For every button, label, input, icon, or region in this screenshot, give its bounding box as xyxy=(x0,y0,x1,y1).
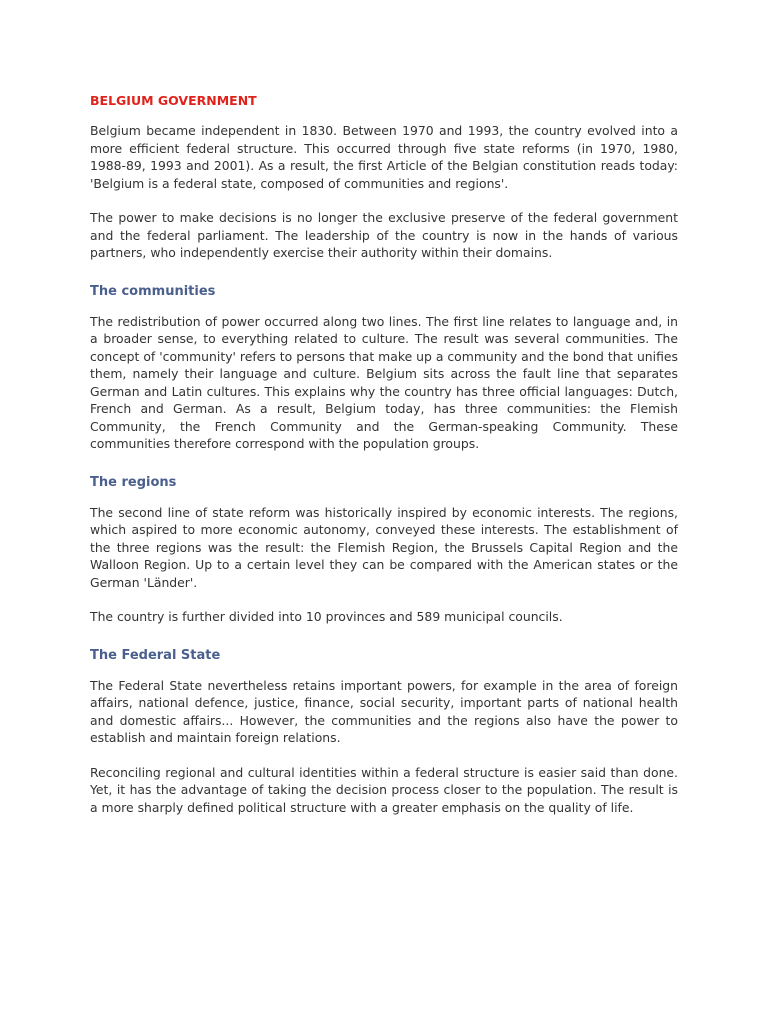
section-communities xyxy=(90,283,678,453)
section-heading-federal-state: The Federal State xyxy=(90,647,221,663)
regions-paragraph-1: The second line of state reform was historically inspired by economic interests. The regions, which aspired to more economic autonomy, conveyed these interests. The establishment of the three regions was the result: the Flemish Region, the Brussels Capital Region and the Walloon Region. Up to a certain level they can be compared with the American states or the German 'Länder'. xyxy=(90,504,678,590)
intro-paragraph-1: Belgium became independent in 1830. Between 1970 and 1993, the country evolved into a more efficient federal structure. This occurred through five state reforms (in 1970, 1980, 1988-89, 1993 and 2001). As a result, the first Article of the Belgian constitution reads today: 'Belgium is a federal state, composed of communities and regions'. xyxy=(90,123,678,191)
communities-paragraph-1: The redistribution of power occurred along two lines. The first line relates to language and, in a broader sense, to everything related to culture. The result was several communities. The concept of 'community' refers to persons that make up a community and the bond that unifies them, namely their language and culture. Belgium sits across the fault line that separates German and Latin cultures. This explains why the country has three official languages: Dutch, French and German. As a result, Belgium today, has three communities: the Flemish Community, the French Community and the German-speaking Community. These communities therefore correspond with the population groups. xyxy=(90,313,678,451)
document-page xyxy=(90,92,678,833)
section-federal-state xyxy=(90,647,678,817)
section-heading-communities: The communities xyxy=(90,283,216,299)
intro-paragraph-2: The power to make decisions is no longer the exclusive preserve of the federal government and the federal parliament. The leadership of the country is now in the hands of various partners, who independently exercise their authority within their domains. xyxy=(90,210,678,260)
document-title: BELGIUM GOVERNMENT xyxy=(90,93,257,108)
section-heading-regions: The regions xyxy=(90,474,177,490)
regions-paragraph-2: The country is further divided into 10 provinces and 589 municipal councils. xyxy=(90,609,563,624)
federal-state-paragraph-1: The Federal State nevertheless retains important powers, for example in the area of foreign affairs, national defence, justice, finance, social security, important parts of national health and domestic affairs... However, the communities and the regions also have the power to establish and maintain foreign relations. xyxy=(90,677,678,745)
section-regions xyxy=(90,474,678,626)
federal-state-paragraph-2: Reconciling regional and cultural identities within a federal structure is easier said than done. Yet, it has the advantage of taking the decision process closer to the population. The result is a more sharply defined political structure with a greater emphasis on the quality of life. xyxy=(90,764,678,815)
